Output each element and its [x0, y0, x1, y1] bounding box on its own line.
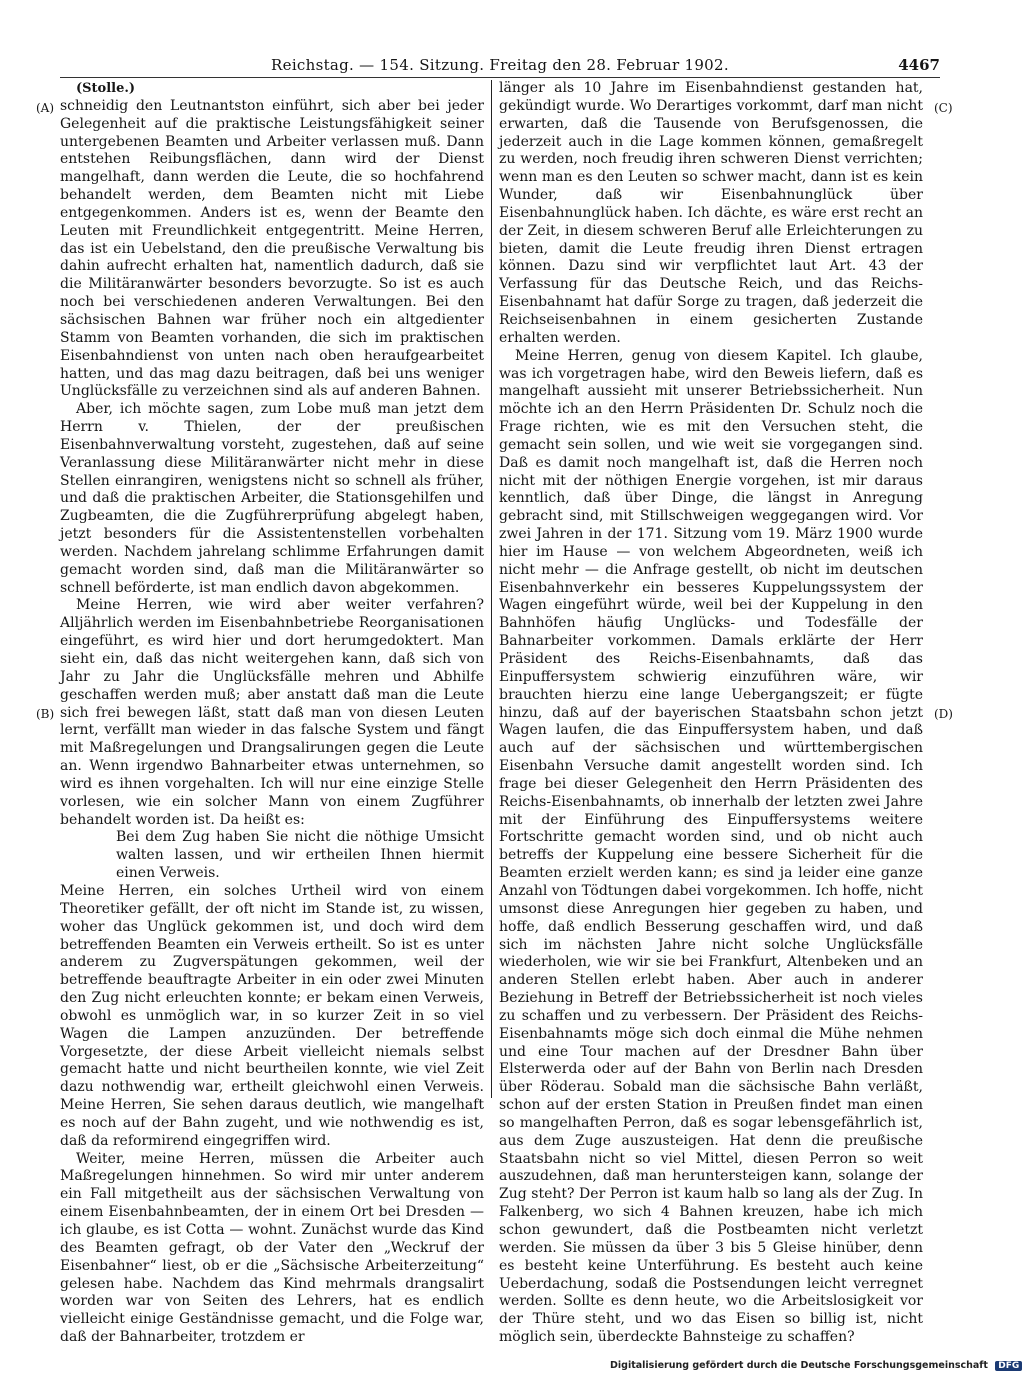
margin-mark-a: (A) [36, 101, 55, 115]
quote-block: Bei dem Zug haben Sie nicht die nöthige Umsicht walten lassen, und wir ertheilen Ihnen hiermit einen Verweis. [116, 829, 484, 882]
margin-mark-b: (B) [36, 707, 55, 721]
header-rule [60, 77, 940, 78]
header-title: Reichstag. — 154. Sitzung. Freitag den 28. Februar 1902. [271, 56, 729, 74]
left-paragraph-1: schneidig den Leutnantston einführt, sich aber bei jeder Gelegenheit auf die praktische Leistungsfähigkeit seiner untergebenen Beamten und Arbeiter verlassen muß. Dann entstehen Reibungsflächen, dann wird der Dienst mangelhaft, dann werden die Leute, die so hochfahrend behandelt werden, dem Beamten nicht mit Liebe entgegenkommen. Anders ist es, wenn der Beamte den Leuten mit Freundlichkeit entgegentritt. Meine Herren, das ist ein Uebelstand, den die preußische Verwaltung bis dahin aufrecht erhalten hat, namentlich dadurch, daß sie die Militäranwärter besonders bevorzugte. So ist es auch noch bei verschiedenen anderen Verwaltungen. Bei den sächsischen Bahnen war früher noch ein altgedienter Stamm von Beamten vorhanden, die sich im praktischen Eisenbahndienst von unten nach oben heraufgearbeitet hatten, und das mag dazu beitragen, daß bei uns weniger Unglücksfälle zu verzeichnen sind als auf anderen Bahnen. [60, 97, 484, 400]
page-number: 4467 [898, 56, 940, 74]
left-column [60, 80, 484, 1347]
left-paragraph-4: Meine Herren, ein solches Urtheil wird von einem Theoretiker gefällt, der oft nicht im Stande ist, zu wissen, woher das Unglück gekommen ist, und doch wird dem betreffenden Beamten ein Verweis ertheilt. So ist es unter anderem zu Zugverspätungen gekommen, weil der betreffende beauftragte Arbeiter in ein oder zwei Minuten den Zug nicht erleuchten konnte; er bekam einen Verweis, obwohl es unmöglich war, in so kurzer Zeit in so viel Wagen die Lampen anzuzünden. Der betreffende Vorgesetzte, der diese Arbeit vielleicht niemals selbst gemacht hatte und nicht beurtheilen konnte, wie viel Zeit dazu nothwendig war, ertheilt gleichwohl einen Verweis. Meine Herren, Sie sehen daraus deutlich, wie mangelhaft es noch auf der Bahn zugeht, und wie nothwendig es ist, daß da reformirend eingegriffen wird. [60, 882, 484, 1149]
dfg-logo: DFG [995, 1361, 1022, 1371]
right-column [499, 80, 923, 1347]
speaker-name: (Stolle.) [76, 81, 136, 96]
margin-mark-c: (C) [934, 101, 953, 115]
left-paragraph-3: Meine Herren, wie wird aber weiter verfahren? Alljährlich werden im Eisenbahnbetriebe Reorganisationen eingeführt, es wird hier und dort herumgedoktert. Man sieht ein, daß das nicht weitergehen kann, daß sich von Jahr zu Jahr die Unglücksfälle mehren und Abhilfe geschaffen werden muß; aber anstatt daß man die Leute sich frei bewegen läßt, statt daß man von diesen Leuten lernt, verfällt man wieder in das falsche System und fängt mit Maßregelungen und Drangsalirungen gegen die Leute an. Wenn irgendwo Bahnarbeiter etwas unternehmen, so wird es ihnen vorgehalten. Ich will nur eine einzige Stelle vorlesen, wie ein solcher Mann von einem Zugführer behandelt worden ist. Da heißt es: [60, 597, 484, 828]
left-paragraph-2: Aber, ich möchte sagen, zum Lobe muß man jetzt dem Herrn v. Thielen, der der preußischen Eisenbahnverwaltung vorsteht, zugestehen, daß auf seine Veranlassung diese Militäranwärter nicht mehr in diese Stellen einrangiren, wenigstens nicht so schnell als früher, und daß die praktischen Arbeiter, die Stationsgehilfen und Zugbeamten, die die Zugführerprüfung abgelegt haben, jetzt besonders für die Assistentenstellen vorbehalten werden. Nachdem jahrelang schlimme Erfahrungen damit gemacht worden sind, daß man die Militäranwärter so schnell beförderte, ist man endlich davon abgekommen. [60, 401, 484, 596]
footer-credit [610, 1360, 1020, 1371]
left-paragraph-5: Weiter, meine Herren, müssen die Arbeiter auch Maßregelungen hinnehmen. So wird mir unter anderem ein Fall mitgetheilt aus der sächsischen Verwaltung von einem Eisenbahnbeamten, der in einem Ort bei Dresden — ich glaube, es ist Cotta — wohnt. Zunächst wurde das Kind des Beamten gefragt, ob der Vater den „Weckruf der Eisenbahner“ liest, ob er die „Sächsische Arbeiterzeitung“ gelesen habe. Nachdem das Kind mehrmals drangsalirt worden war von Seiten des Lehrers, hat es endlich vielleicht einige Geständnisse gemacht, und die Folge war, daß der Bahnarbeiter, trotzdem er [60, 1150, 484, 1346]
margin-mark-d: (D) [934, 707, 953, 721]
right-paragraph-1: länger als 10 Jahre im Eisenbahndienst gestanden hat, gekündigt wurde. Wo Derartiges vorkommt, darf man nicht erwarten, daß die Tausende von Berufsgenossen, die jederzeit auch in die Lage kommen können, gemaßregelt zu werden, noch freudig ihren schweren Dienst verrichten; wenn man es den Leuten so schwer macht, dann ist es kein Wunder, daß wir Eisenbahnunglück über Eisenbahnunglück haben. Ich dächte, es wäre erst recht an der Zeit, in diesem schweren Beruf alle Erleichterungen zu bieten, damit die Leute freudig ihren Dienst ertragen können. Dazu sind wir verpflichtet laut Art. 43 der Verfassung für das Deutsche Reich, und das Reichs-Eisenbahnamt hat dafür Sorge zu tragen, daß jederzeit die Reichseisenbahnen in einem gesicherten Zustande erhalten werden. [499, 80, 923, 346]
right-paragraph-2: Meine Herren, genug von diesem Kapitel. Ich glaube, was ich vorgetragen habe, wird den Beweis liefern, daß es mangelhaft aussieht mit unserer Betriebssicherheit. Nun möchte ich an den Herrn Präsidenten Dr. Schulz noch die Frage richten, wie es mit den Versuchen steht, die gemacht sein sollen, und wie weit sie vorgegangen sind. Daß es damit noch mangelhaft ist, daß die Herren noch nicht mit der nöthigen Energie vorgehen, ist mir daraus kenntlich, daß über Dinge, die längst in Anregung gebracht sind, mit Stillschweigen weggegangen wird. Vor zwei Jahren in der 171. Sitzung vom 19. März 1900 wurde hier im Hause — von welchem Abgeordneten, weiß ich nicht mehr — die Anfrage gestellt, ob nicht im deutschen Eisenbahnverkehr ein besseres Kuppelungssystem der Wagen eingeführt würde, weil bei der Kuppelung in den Bahnhöfen häufig Unglücks- und Todesfälle der Bahnarbeiter vorkommen. Damals erklärte der Herr Präsident des Reichs-Eisenbahnamts, daß das Einpuffersystem schwierig einzuführen wäre, wir brauchten hierzu eine lange Uebergangszeit; er fügte hinzu, daß auf der bayerischen Staatsbahn schon jetzt Wagen laufen, die das Einpuffersystem haben, und daß auch auf der sächsischen und württembergischen Eisenbahn Versuche damit angestellt worden sind. Ich frage bei dieser Gelegenheit den Herrn Präsidenten des Reichs-Eisenbahnamts, ob innerhalb der letzten zwei Jahre mit der Einführung des Einpuffersystems weitere Fortschritte gemacht worden sind, und ob nicht auch betreffs der Kuppelung eine bessere Sicherheit für die Beamten erzielt werden kann; es sind ja leider eine ganze Anzahl von Tödtungen dabei vorgekommen. Ich hoffe, nicht umsonst diese Anregungen hier gegeben zu haben, und hoffe, daß endlich Besserung geschaffen wird, und daß sich im nächsten Jahre nicht solche Unglücksfälle wiederholen, wie wir sie bei Frankfurt, Altenbeken und an anderen Stellen erlebt haben. Aber auch in anderer Beziehung in Betreff der Betriebssicherheit ist noch vieles zu schaffen und zu verbessern. Der Präsident des Reichs-Eisenbahnamts möge sich doch einmal die Mühe nehmen und eine Tour machen auf der Dresdner Bahn über Elsterwerda oder auf der Bahn von Berlin nach Dresden über Röderau. Sobald man die sächsische Bahn verläßt, schon auf der ersten Station in Preußen findet man einen so mangelhaften Perron, daß es sogar lebensgefährlich ist, aus dem Zuge auszusteigen. Hat denn die preußische Staatsbahn nicht so viel Mittel, diesen Perron so weit auszudehnen, daß man heruntersteigen kann, solange der Zug steht? Der Perron ist kaum halb so lang als der Zug. In Falkenberg, wo sich 4 Bahnen kreuzen, habe ich mich schon gewundert, daß die Postbeamten nicht verletzt werden. Sie müssen da über 3 bis 5 Gleise hinüber, denn es besteht keine Unterführung. Es besteht auch keine Ueberdachung, sodaß die Postsendungen leicht verregnet werden. Sollte es denn heute, wo die Arbeitslosigkeit vor der Thüre steht, und wo das Eisen so billig ist, nicht möglich sein, überdeckte Bahnsteige zu schaffen? [499, 347, 923, 1346]
footer-text: Digitalisierung gefördert durch die Deutsche Forschungsgemeinschaft [610, 1360, 988, 1371]
column-divider [491, 80, 492, 1098]
